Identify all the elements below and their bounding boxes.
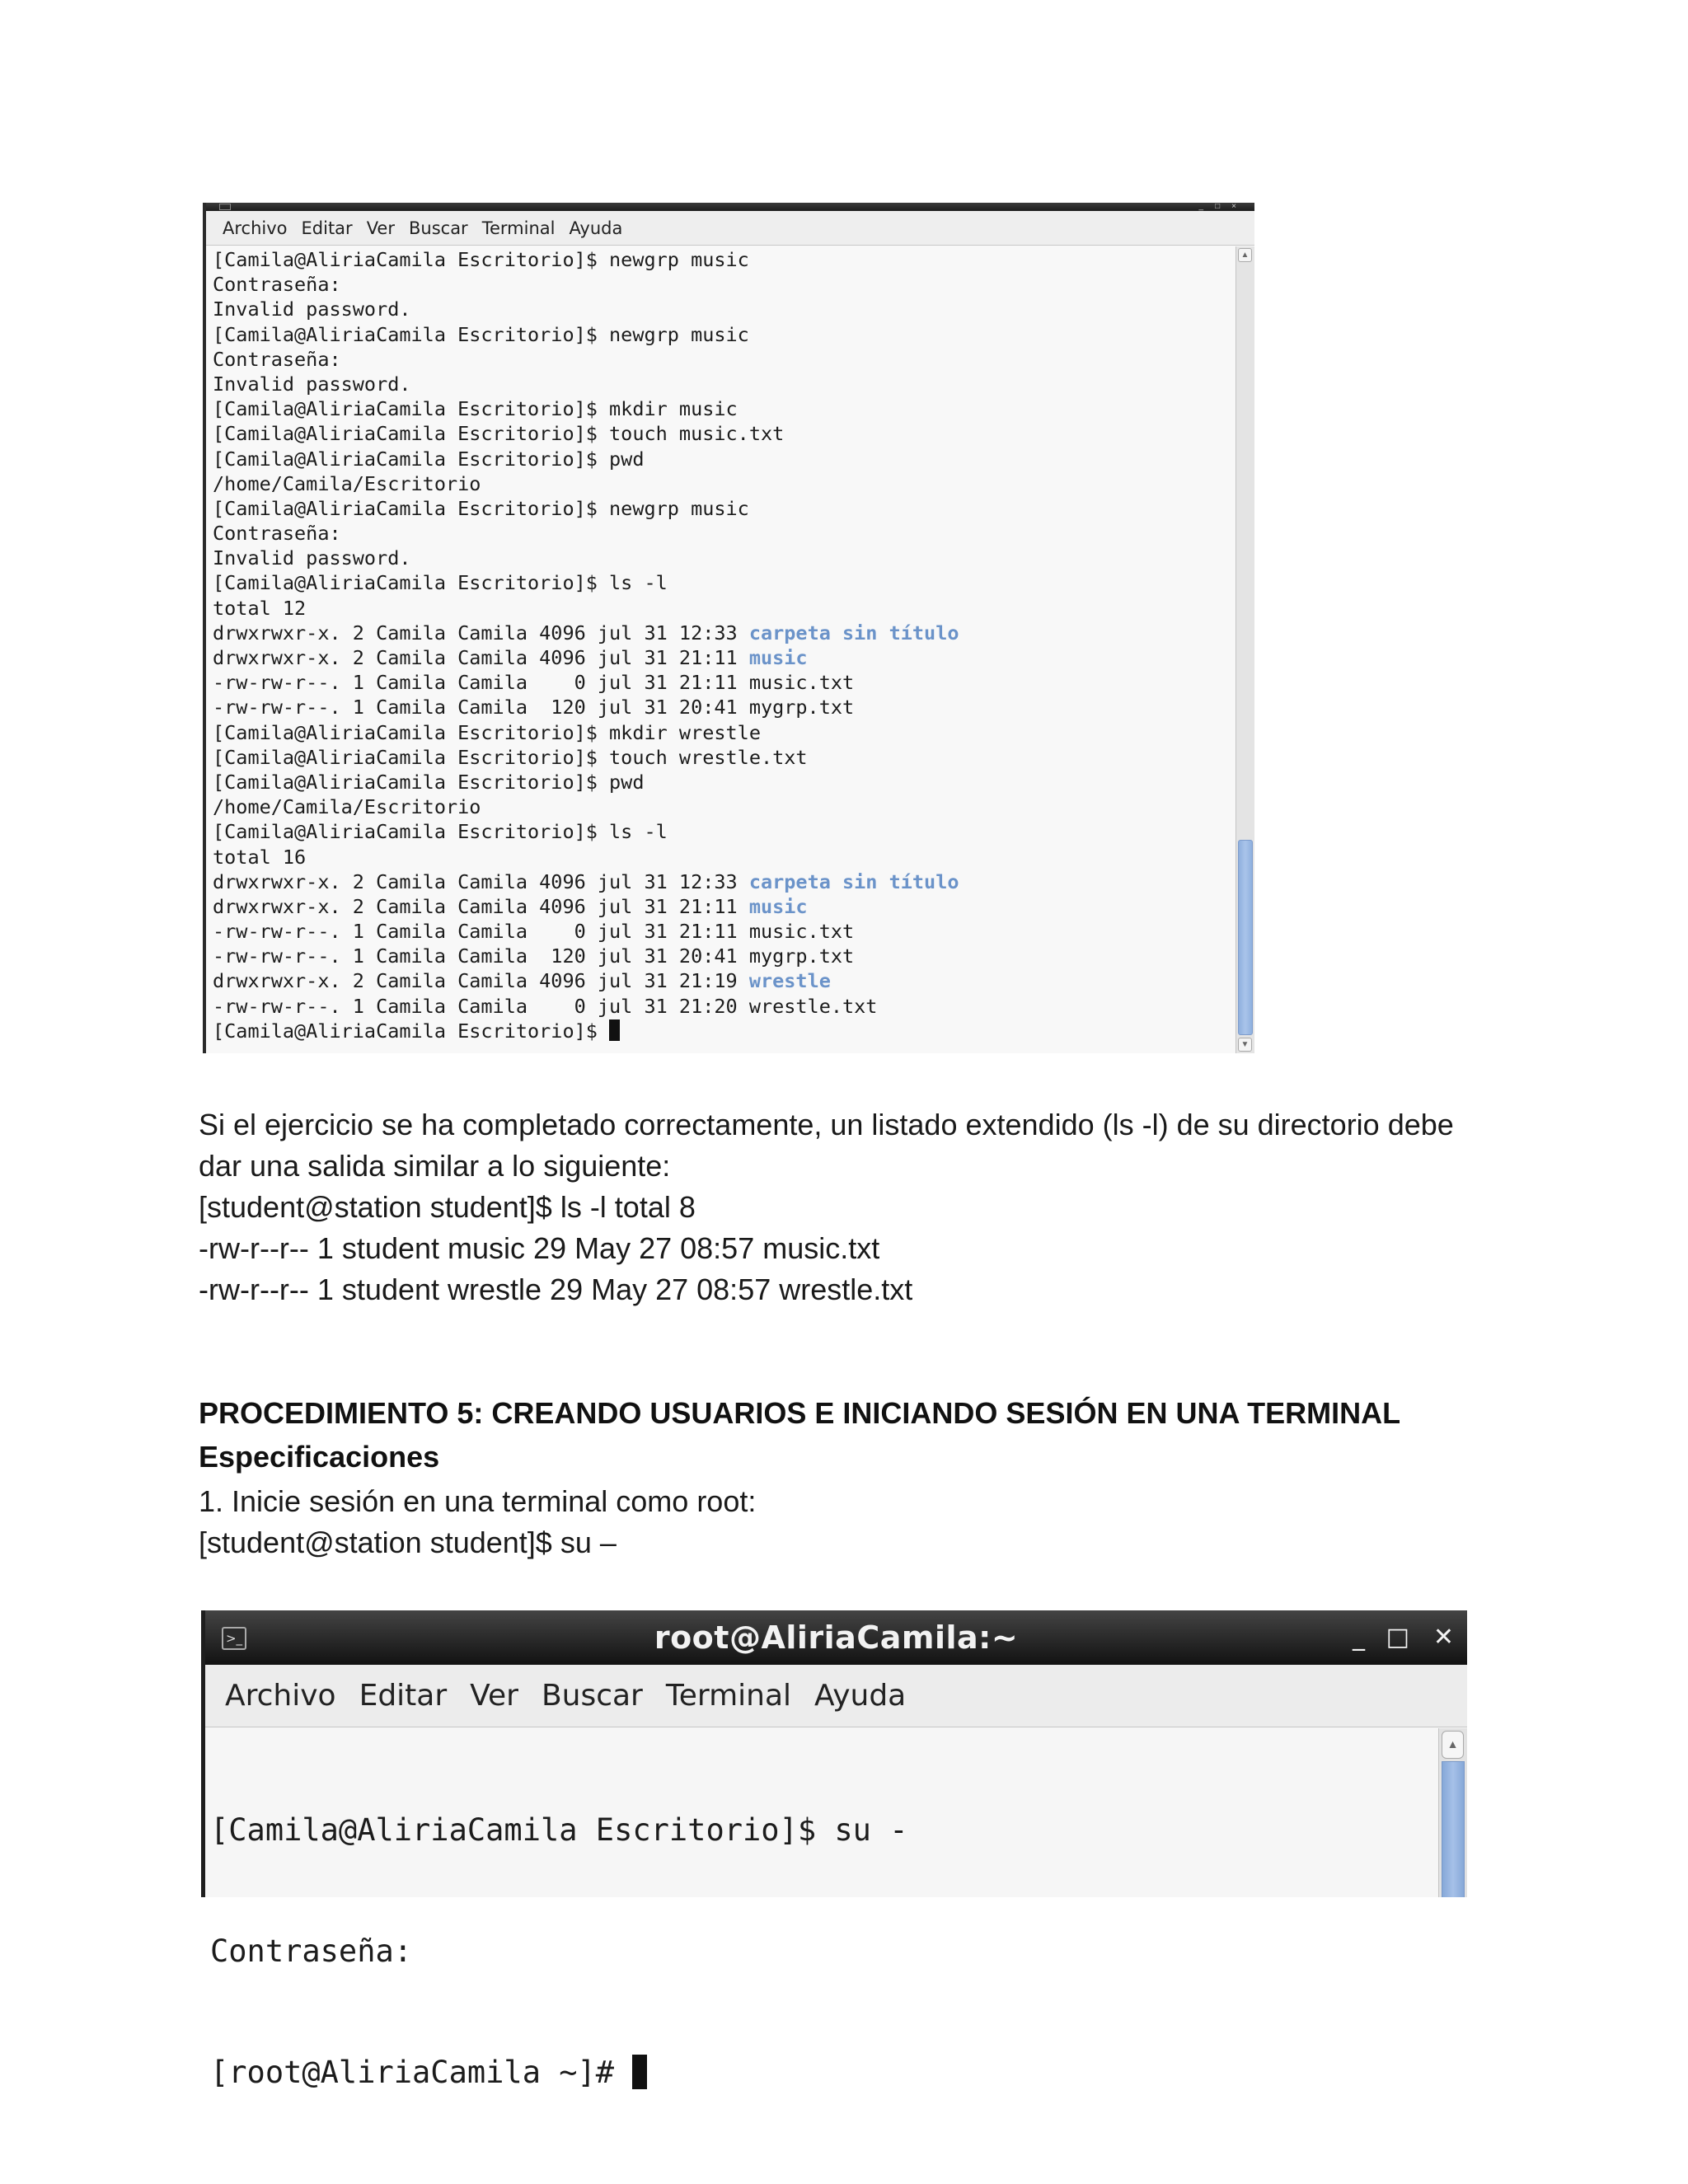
terminal-text: drwxrwxr-x. 2 Camila Camila 4096 jul 31 12:33: [213, 621, 749, 644]
terminal-line: [213, 570, 1235, 595]
menu-buscar[interactable]: Buscar: [541, 1679, 643, 1713]
terminal-text: Contraseña:: [213, 273, 341, 297]
terminal-line: [213, 869, 1235, 894]
root-prompt: [root@AliriaCamila ~]#: [210, 2055, 633, 2090]
terminal-line: [213, 919, 1235, 944]
terminal-text: drwxrwxr-x. 2 Camila Camila 4096 jul 31 21:19: [213, 969, 749, 993]
terminal-text: [Camila@AliriaCamila Escritorio]$ touch wrestle.txt: [213, 745, 808, 769]
directory-name: carpeta sin título: [748, 869, 959, 893]
terminal-screenshot-2: [201, 1610, 1467, 2090]
terminal-text: drwxrwxr-x. 2 Camila Camila 4096 jul 31 21:11: [213, 894, 749, 918]
step-1-command: [student@station student]$ su –: [199, 1526, 617, 1559]
terminal-2-titlebar: [205, 1610, 1467, 1665]
terminal-text: /home/Camila/Escritorio: [213, 471, 481, 495]
terminal-line: [213, 770, 1235, 794]
terminal-2-output[interactable]: [210, 1729, 1437, 2173]
terminal-text: Contraseña:: [213, 347, 341, 371]
terminal-line: [213, 1019, 1235, 1043]
scrollbar-thumb[interactable]: [1442, 1761, 1465, 1897]
terminal-text: [Camila@AliriaCamila Escritorio]$ newgrp music: [213, 248, 749, 271]
terminal-text: Invalid password.: [213, 372, 411, 396]
paragraph-line: dar una salida similar a lo siguiente:: [199, 1149, 671, 1183]
terminal-line: [213, 894, 1235, 919]
terminal-line: [213, 670, 1235, 695]
terminal-text: drwxrwxr-x. 2 Camila Camila 4096 jul 31 12:33: [213, 869, 749, 893]
terminal-line: [213, 447, 1235, 471]
terminal-line: [213, 322, 1235, 347]
terminal-text: /home/Camila/Escritorio: [213, 795, 481, 819]
terminal-text: drwxrwxr-x. 2 Camila Camila 4096 jul 31 21:11: [213, 646, 749, 669]
terminal-line: Contraseña:: [210, 1933, 413, 1969]
menu-archivo[interactable]: Archivo: [225, 1679, 336, 1713]
terminal-text: Contraseña:: [213, 522, 341, 546]
terminal-line: [213, 968, 1235, 993]
paragraph-line: Si el ejercicio se ha completado correctamente, un listado extendido (ls -l) de su directorio debe: [199, 1108, 1454, 1141]
terminal-text: [Camila@AliriaCamila Escritorio]$ newgrp music: [213, 322, 749, 346]
terminal-text: [Camila@AliriaCamila Escritorio]$: [213, 1019, 610, 1043]
terminal-2-scrollbar[interactable]: [1438, 1728, 1467, 1897]
menu-terminal[interactable]: Terminal: [481, 218, 556, 238]
terminal-line: [213, 596, 1235, 621]
terminal-text: [Camila@AliriaCamila Escritorio]$ newgrp music: [213, 496, 749, 520]
terminal-line: [213, 695, 1235, 719]
terminal-line: [213, 621, 1235, 645]
step-1-text: 1. Inicie sesión en una terminal como root:: [199, 1484, 757, 1518]
terminal-text: [Camila@AliriaCamila Escritorio]$ touch music.txt: [213, 422, 785, 446]
terminal-line: [213, 521, 1235, 546]
scrollbar-thumb[interactable]: [1238, 840, 1253, 1035]
menu-terminal[interactable]: Terminal: [665, 1679, 792, 1713]
terminal-text: -rw-rw-r--. 1 Camila Camila 0 jul 31 21:11 music.txt: [213, 920, 855, 944]
directory-name: wrestle: [748, 969, 831, 993]
scroll-up-icon[interactable]: ▲: [1238, 248, 1252, 262]
terminal-text: total 12: [213, 596, 307, 620]
terminal-line: [213, 247, 1235, 272]
terminal-line: [213, 819, 1235, 844]
terminal-1-menubar: [206, 211, 1254, 246]
scroll-up-icon[interactable]: ▲: [1442, 1731, 1464, 1759]
menu-ayuda[interactable]: Ayuda: [814, 1679, 907, 1713]
terminal-text: [Camila@AliriaCamila Escritorio]$ pwd: [213, 447, 645, 471]
terminal-line: [213, 297, 1235, 321]
terminal-text: [Camila@AliriaCamila Escritorio]$ ls -l: [213, 571, 668, 595]
terminal-text: [Camila@AliriaCamila Escritorio]$ mkdir wrestle: [213, 720, 761, 744]
menu-archivo[interactable]: Archivo: [223, 218, 288, 238]
terminal-line: [213, 845, 1235, 869]
directory-name: music: [748, 894, 808, 918]
terminal-line: [213, 372, 1235, 396]
terminal-line: [213, 471, 1235, 496]
menu-buscar[interactable]: Buscar: [408, 218, 468, 238]
terminal-line: [213, 347, 1235, 372]
terminal-text: Invalid password.: [213, 298, 411, 321]
terminal-text: [Camila@AliriaCamila Escritorio]$ ls -l: [213, 820, 668, 844]
instruction-paragraph: [199, 1104, 1454, 1310]
terminal-line: [213, 794, 1235, 819]
directory-name: carpeta sin título: [748, 621, 959, 644]
terminal-line: [213, 745, 1235, 770]
terminal-1-titlebar: [206, 203, 1254, 211]
menu-ver[interactable]: Ver: [470, 1679, 518, 1713]
terminal-line: [213, 944, 1235, 968]
procedure-heading: PROCEDIMIENTO 5: CREANDO USUARIOS E INICIANDO SESIÓN EN UNA TERMINAL: [199, 1396, 1401, 1430]
terminal-text: [Camila@AliriaCamila Escritorio]$ mkdir music: [213, 397, 738, 421]
terminal-line: [213, 421, 1235, 446]
terminal-icon: [219, 204, 231, 210]
terminal-text: total 16: [213, 845, 307, 869]
terminal-line: [213, 720, 1235, 745]
step-list: [199, 1481, 756, 1563]
terminal-1-scrollbar[interactable]: [1236, 246, 1254, 1053]
example-output-line: -rw-r--r-- 1 student music 29 May 27 08:57 music.txt: [199, 1231, 880, 1265]
terminal-text: -rw-rw-r--. 1 Camila Camila 120 jul 31 20:41 mygrp.txt: [213, 944, 855, 968]
text-cursor: [632, 2055, 647, 2089]
terminal-line: [213, 496, 1235, 521]
terminal-prompt-line: [210, 2052, 1437, 2093]
terminal-line: [213, 994, 1235, 1019]
terminal-text: -rw-rw-r--. 1 Camila Camila 0 jul 31 21:20 wrestle.txt: [213, 994, 878, 1018]
terminal-2-menubar: [205, 1665, 1467, 1727]
scroll-down-icon[interactable]: ▼: [1238, 1038, 1252, 1052]
terminal-1-output[interactable]: [213, 247, 1235, 1053]
menu-ver[interactable]: Ver: [366, 218, 395, 238]
minimize-icon[interactable]: _: [1353, 1623, 1365, 1652]
section-subheading: Especificaciones: [199, 1440, 440, 1474]
terminal-text: -rw-rw-r--. 1 Camila Camila 120 jul 31 20:41 mygrp.txt: [213, 696, 855, 719]
terminal-screenshot-1: [203, 203, 1254, 1053]
menu-ayuda[interactable]: Ayuda: [569, 218, 623, 238]
close-icon[interactable]: ✕: [1432, 1623, 1454, 1652]
terminal-line: [213, 645, 1235, 670]
menu-editar[interactable]: Editar: [301, 218, 353, 238]
example-command: [student@station student]$ ls -l total 8: [199, 1190, 696, 1224]
text-cursor: [609, 1019, 620, 1041]
directory-name: music: [748, 646, 808, 669]
terminal-text: Invalid password.: [213, 546, 411, 570]
window-title: root@AliriaCamila:~: [654, 1619, 1019, 1656]
terminal-line: [213, 546, 1235, 570]
terminal-line: [Camila@AliriaCamila Escritorio]$ su -: [210, 1812, 908, 1848]
terminal-text: [Camila@AliriaCamila Escritorio]$ pwd: [213, 770, 645, 794]
terminal-text: -rw-rw-r--. 1 Camila Camila 0 jul 31 21:11 music.txt: [213, 671, 855, 695]
window-controls: _□×: [1198, 202, 1248, 211]
terminal-icon[interactable]: >_: [222, 1627, 246, 1650]
terminal-line: [213, 396, 1235, 421]
example-output-line: -rw-r--r-- 1 student wrestle 29 May 27 08:57 wrestle.txt: [199, 1272, 913, 1306]
terminal-line: [213, 272, 1235, 297]
maximize-icon[interactable]: □: [1386, 1623, 1409, 1652]
menu-editar[interactable]: Editar: [359, 1679, 448, 1713]
